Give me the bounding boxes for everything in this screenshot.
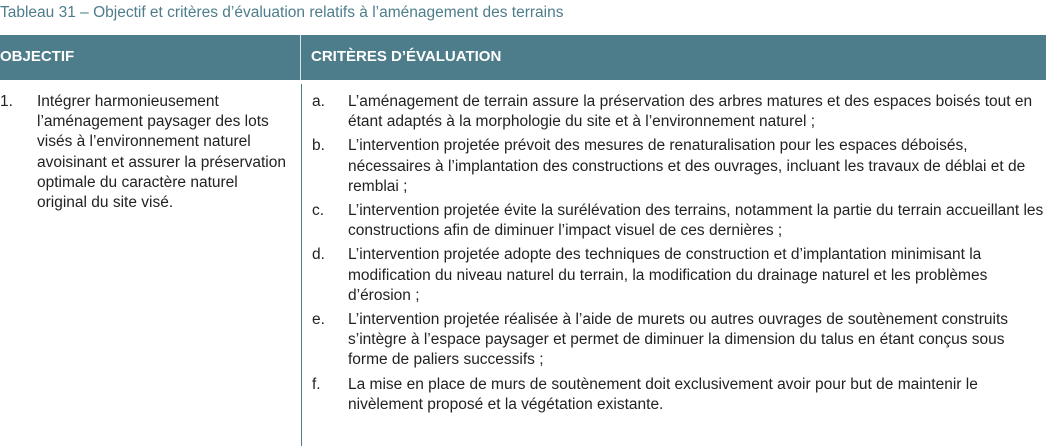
criteria-letter: f.	[312, 375, 321, 393]
header-divider	[300, 35, 301, 80]
criteria-letter: a.	[312, 93, 325, 110]
criteria-item	[312, 310, 1046, 371]
criteria-item	[312, 136, 1046, 197]
column-divider	[301, 84, 302, 446]
criteria-letter: e.	[312, 311, 325, 329]
criteria-text: L’intervention projetée adopte des techniques de construction et d’implantation minimisant la modification du niveau naturel du terrain, la modification du drainage naturel et les problèmes d’érosion ;	[348, 246, 988, 304]
criteria-letter: c.	[312, 202, 325, 220]
objective-text: Intégrer harmonieusement l’aménagement paysager des lots visés à l’environnement naturel avoisinant et assurer la préservation optimale du caractère naturel original du site visé.	[37, 93, 286, 212]
table-caption: Tableau 31 – Objectif et critères d’évaluation relatifs à l’aménagement des terrains	[0, 4, 564, 21]
criteria-item	[312, 92, 1046, 132]
criteria-text: La mise en place de murs de soutènement doit exclusivement avoir pour but de maintenir le nivèlement proposé et la végétation existante.	[348, 375, 978, 413]
criteria-text: L’intervention projetée prévoit des mesures de renaturalisation pour les espaces déboisés, nécessaires à l’implantation des constructions et des ouvrages, incluant les travaux de déblai et de remblai ;	[348, 137, 1026, 195]
criteria-item	[312, 245, 1046, 306]
criteria-item	[312, 375, 1046, 415]
criteria-text: L’aménagement de terrain assure la préservation des arbres matures et des espaces boisés tout en étant adaptés à la morphologie du site et à l’environnement naturel ;	[348, 93, 1033, 131]
header-criteria: CRITÈRES D’ÉVALUATION	[311, 48, 502, 65]
criteria-text: L’intervention projetée réalisée à l’aide de murets ou autres ouvrages de soutènement construits s’intègre à l’espace paysager et permet de diminuer la dimension du talus en étant conçus sous forme de paliers successifs ;	[348, 311, 1009, 369]
criteria-item	[312, 201, 1046, 241]
criteria-letter: b.	[312, 137, 325, 155]
table-header	[0, 35, 1046, 80]
header-objective: OBJECTIF	[0, 48, 75, 65]
criteria-list	[312, 92, 1046, 419]
objective-number: 1.	[0, 93, 13, 110]
criteria-text: L’intervention projetée évite la surélévation des terrains, notamment la partie du terrain accueillant les constructions afin de diminuer l’impact visuel de ces dernières ;	[348, 202, 1044, 240]
criteria-letter: d.	[312, 246, 325, 264]
